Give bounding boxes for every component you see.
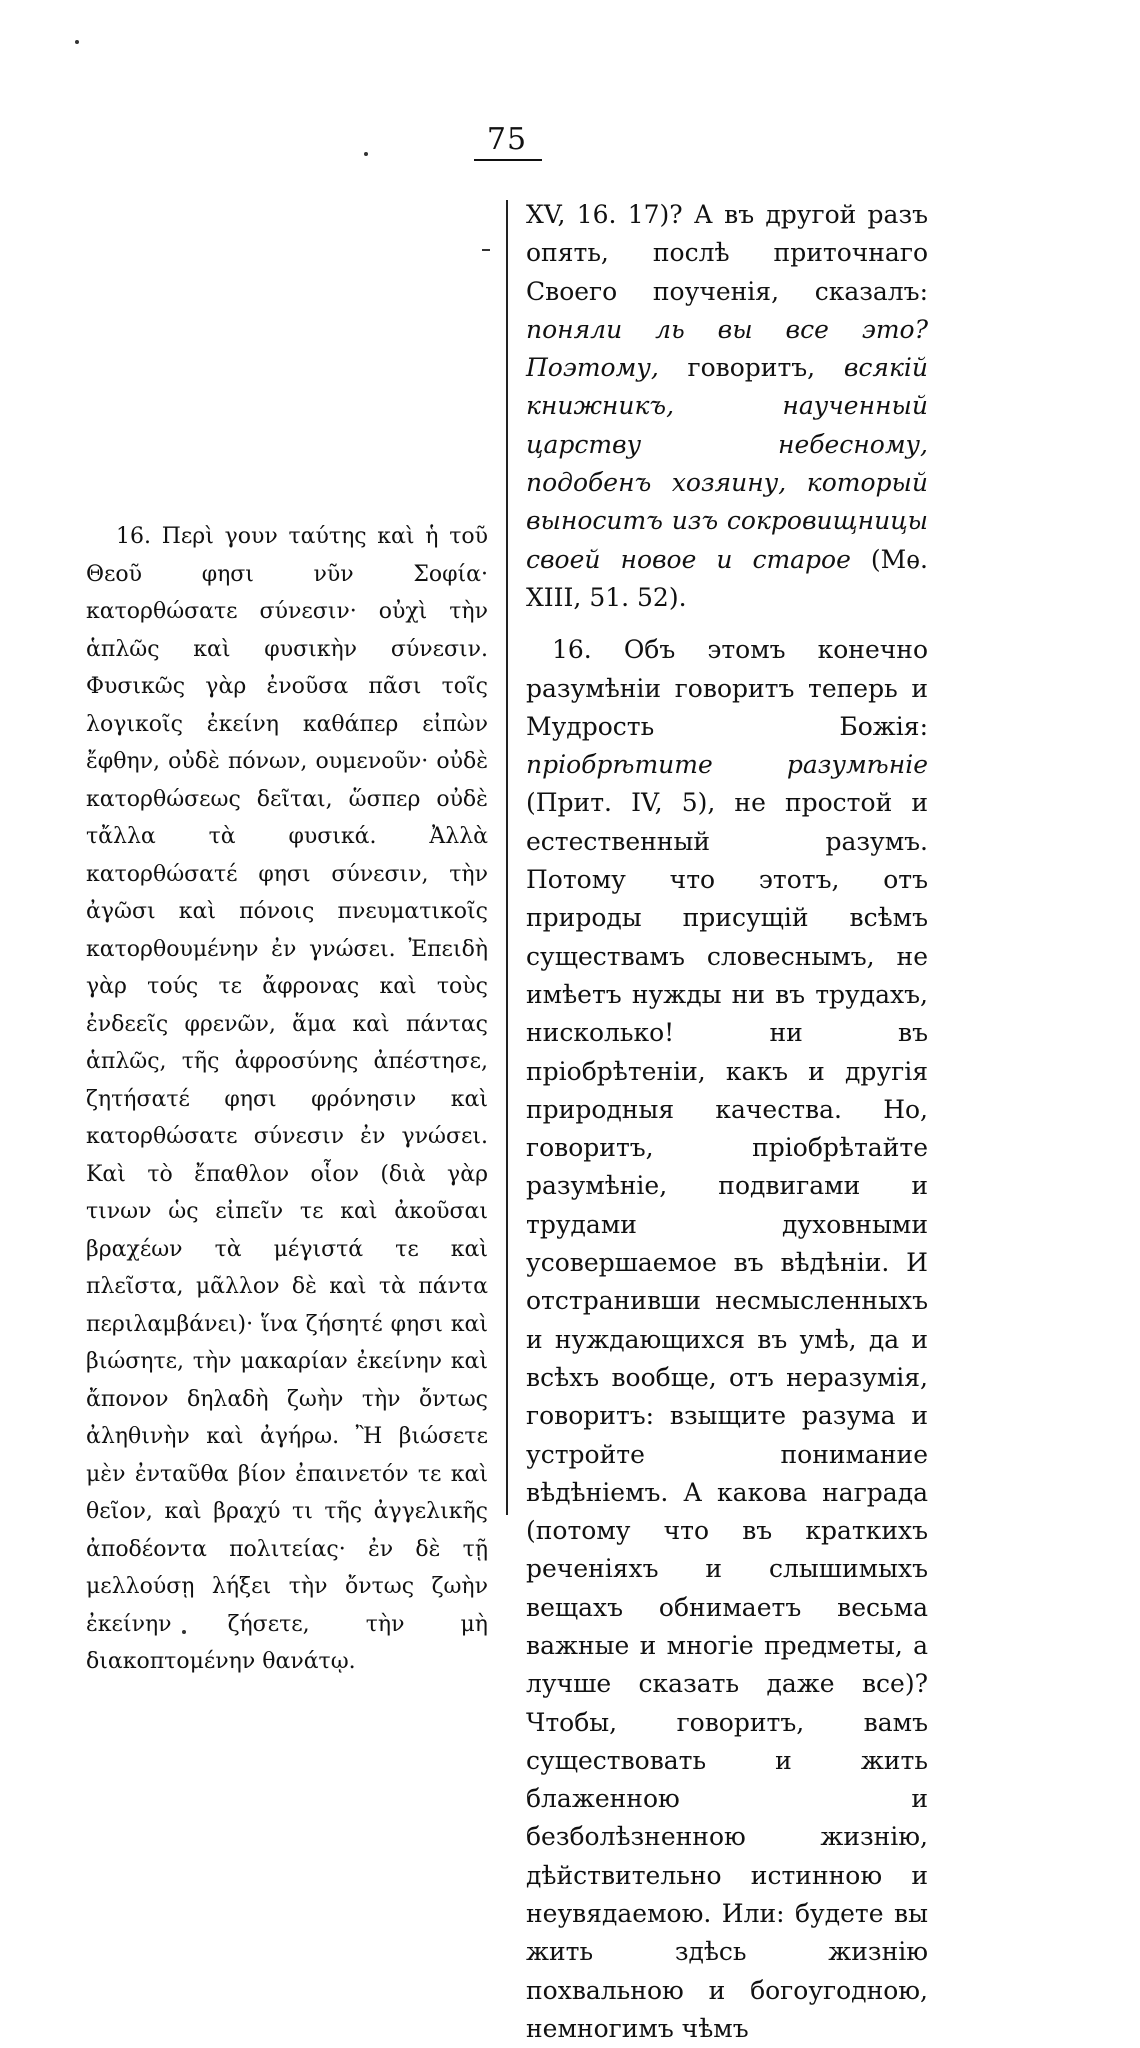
margin-mark [482, 249, 490, 251]
page-number: 75 [486, 122, 528, 157]
print-speck [75, 40, 79, 44]
russian-text: XV, 16. 17)? А въ другой разъ опять, послѣ приточнаго Своего поученія, сказалъ: [526, 200, 928, 306]
greek-paragraph-16: 16. Περὶ γουν ταύτης καὶ ἡ τοῦ Θεοῦ φησι νῦν Σοφία· κατορθώσατε σύνεσιν· οὐχὶ τὴν ἁπλῶς καὶ φυσικὴν σύνεσιν. Φυσικῶς γὰρ ἐνοῦσα πᾶσι τοῖς λογικοῖς ἐκείνη καθάπερ εἰπὼν ἔφθην, οὐδὲ πόνων, ουμενοῦν· οὐδὲ κατορθώσεως δεῖται, ὥσπερ οὐδὲ τἄλλα τὰ φυσικά. Ἀλλὰ κατορθώσατέ φησι σύνεσιν, τὴν ἀγῶσι καὶ πόνοις πνευματικοῖς κατορθουμένην ἐν γνώσει. Ἐπειδὴ γὰρ τούς τε ἄφρονας καὶ τοὺς ἐνδεεῖς φρενῶν, ἅμα καὶ πάντας ἁπλῶς, τῆς ἀφροσύνης ἀπέστησε, ζητήσατέ φησι φρόνησιν καὶ κατορθώσατε σύνεσιν ἐν γνώσει. Καὶ τὸ ἔπαθλον οἷον (διὰ γὰρ τινων ὡς εἰπεῖν τε καὶ ἀκοῦσαι βραχέων τὰ μέγιστά τε καὶ πλεῖστα, μᾶλλον δὲ καὶ τὰ πάντα περιλαμβάνει)· ἵνα ζήσητέ φησι καὶ βιώσητε, τὴν μακαρίαν ἐκείνην καὶ ἄπονον δηλαδὴ ζωὴν τὴν ὄντως ἀληθινὴν καὶ ἀγήρω. Ἢ βιώσετε μὲν ἐνταῦθα βίον ἐπαινετόν τε καὶ θεῖον, καὶ βραχύ τι τῆς ἀγγελικῆς ἀποδέοντα πολιτείας· ἐν δὲ τῇ μελλούσῃ λήξει τὴν ὄντως ζωὴν ἐκείνην ζήσετε, τὴν μὴ διακοπτομένην θανάτῳ. [86, 524, 488, 1674]
russian-column [526, 196, 928, 2048]
greek-column [86, 518, 488, 1681]
russian-reference: (Мѳ. XIII, 51. 52). [526, 544, 928, 612]
russian-text: говоритъ, [658, 353, 844, 383]
header-rule [474, 159, 542, 161]
russian-quote: поняли ль вы все это? Поэтому, [526, 314, 928, 383]
russian-quote: всякій книжникъ, наученный царству небесному, подобенъ хозяину, который выноситъ изъ сокровищницы своей новое и старое [526, 353, 928, 574]
russian-paragraph-continued [526, 196, 928, 617]
russian-paragraph-16 [526, 631, 928, 2048]
column-divider [506, 200, 508, 1515]
russian-text: 16. Объ этомъ конечно разумѣніи говоритъ теперь и Мудрость Божія: [526, 635, 928, 741]
russian-text: (Прит. IV, 5), не простой и естественный разумъ. Потому что этотъ, отъ природы присущій всѣмъ существамъ словеснымъ, не имѣетъ нужды ни въ трудахъ, нисколько! ни въ пріобрѣтеніи, какъ и другія природныя качества. Но, говоритъ, пріобрѣтайте разумѣніе, подвигами и трудами духовными усовершаемое въ вѣдѣніи. И отстранивши несмысленныхъ и нуждающихся въ умѣ, да и всѣхъ вообще, отъ неразумія, говоритъ: взыщите разума и устройте понимание вѣдѣніемъ. А какова награда (потому что въ краткихъ реченіяхъ и слышимыхъ вещахъ обнимаетъ весьма важные и многіе предметы, а лучше сказать даже все)? Чтобы, говоритъ, вамъ существовать и жить блаженною и безболѣзненною жизнію, дѣйствительно истинною и неувядаемою. Или: будете вы жить здѣсь жизнію похвальною и богоугодною, немногимъ чѣмъ [526, 788, 928, 2043]
print-speck [364, 152, 368, 156]
russian-quote: пріобрѣтите разумѣніе [526, 750, 928, 780]
